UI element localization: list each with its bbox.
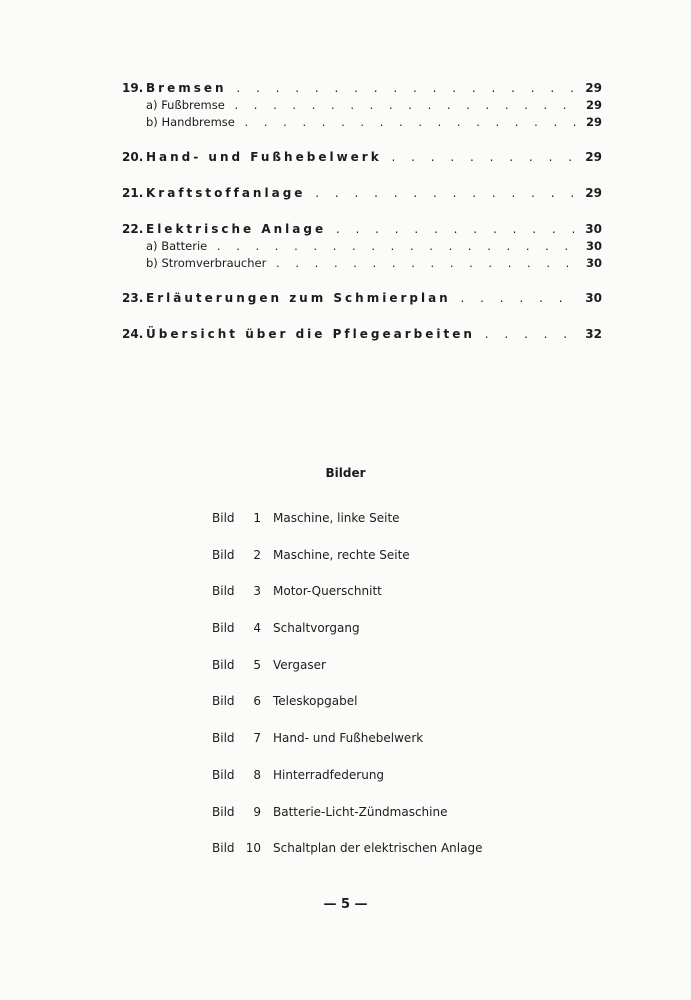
figure-entry [212,802,542,839]
figure-title: Batterie-Licht-Zündmaschine [273,804,448,819]
toc-entry [122,290,604,307]
toc-title: Übersicht über die Pflegearbeiten . . . [146,326,578,343]
figure-title: Schaltvorgang [273,621,360,636]
toc-page: 29 [585,115,602,129]
figure-word: Bild [212,511,235,525]
toc-number: 20. [122,150,144,164]
figure-entry [212,765,542,802]
toc-page: 32 [585,327,602,341]
figure-title: Hinterradfederung [273,767,385,782]
toc-entry [122,221,604,238]
toc-page: 29 [585,98,602,112]
toc-page: 29 [585,81,602,95]
figure-entry [212,728,542,765]
toc-number: 23. [122,291,144,305]
figure-title: Vergaser [273,657,326,672]
figure-entry [212,581,542,618]
figure-word: Bild [212,841,235,856]
figure-number: 5 [253,657,261,672]
figure-title: Maschine, rechte Seite [273,547,410,562]
figure-word: Bild [212,547,235,562]
table-of-contents [122,80,604,343]
figures-heading: Bilder [325,466,366,480]
figure-number: 4 [253,621,261,636]
toc-subentry [122,255,604,272]
figure-entry [212,618,542,655]
toc-title: Kraftstoffanlage . . . [146,185,578,202]
figure-title: Hand- und Fußhebelwerk [273,731,424,746]
figure-number: 2 [253,547,261,562]
figure-entry [212,508,542,545]
figure-title: Teleskopgabel [273,694,358,709]
toc-subentry [122,97,604,114]
figure-number: 1 [253,511,261,525]
toc-number: 21. [122,186,144,200]
toc-page: 30 [585,256,602,270]
figure-entry [212,655,542,692]
toc-title: Hand- und Fußhebelwerk . . . [146,149,578,166]
figure-entry [212,691,542,728]
figure-word: Bild [212,767,235,782]
figure-word: Bild [212,621,235,636]
figure-number: 8 [253,767,261,782]
figure-number: 3 [253,584,261,599]
figure-word: Bild [212,804,235,819]
toc-subentry [122,238,604,255]
toc-page: 30 [585,291,602,305]
figure-word: Bild [212,584,235,599]
figure-number: 7 [253,731,261,746]
toc-subentry [122,114,604,131]
toc-page: 30 [585,239,602,253]
toc-number: 24. [122,327,144,341]
figure-number: 6 [253,694,261,709]
toc-title: Erläuterungen zum Schmierplan . . . [146,290,578,307]
figure-entry [212,838,542,875]
toc-title: Elektrische Anlage . . . [146,221,578,238]
toc-entry [122,80,604,97]
toc-entry [122,185,604,202]
toc-entry [122,149,604,166]
figure-word: Bild [212,694,235,709]
toc-page: 29 [585,150,602,164]
toc-number: 22. [122,222,144,236]
toc-title: b) Stromverbraucher . . . [146,255,578,272]
figure-title: Schaltplan der elektrischen Anlage [273,841,483,856]
toc-title: b) Handbremse . . . [146,114,578,131]
figure-word: Bild [212,731,235,746]
toc-page: 29 [585,186,602,200]
toc-title: a) Fußbremse . . . [146,97,578,114]
figure-title: Motor-Querschnitt [273,584,382,599]
figure-number: 10 [245,841,261,856]
toc-page: 30 [585,222,602,236]
toc-number: 19. [122,81,144,95]
figure-title: Maschine, linke Seite [273,511,400,525]
page-number: — 5 — [323,897,368,912]
figure-entry [212,545,542,582]
toc-title: Bremsen . . . [146,80,578,97]
toc-title: a) Batterie . . . [146,238,578,255]
figure-number: 9 [253,804,261,819]
figures-list [212,508,542,875]
toc-entry [122,326,604,343]
figure-word: Bild [212,657,235,672]
